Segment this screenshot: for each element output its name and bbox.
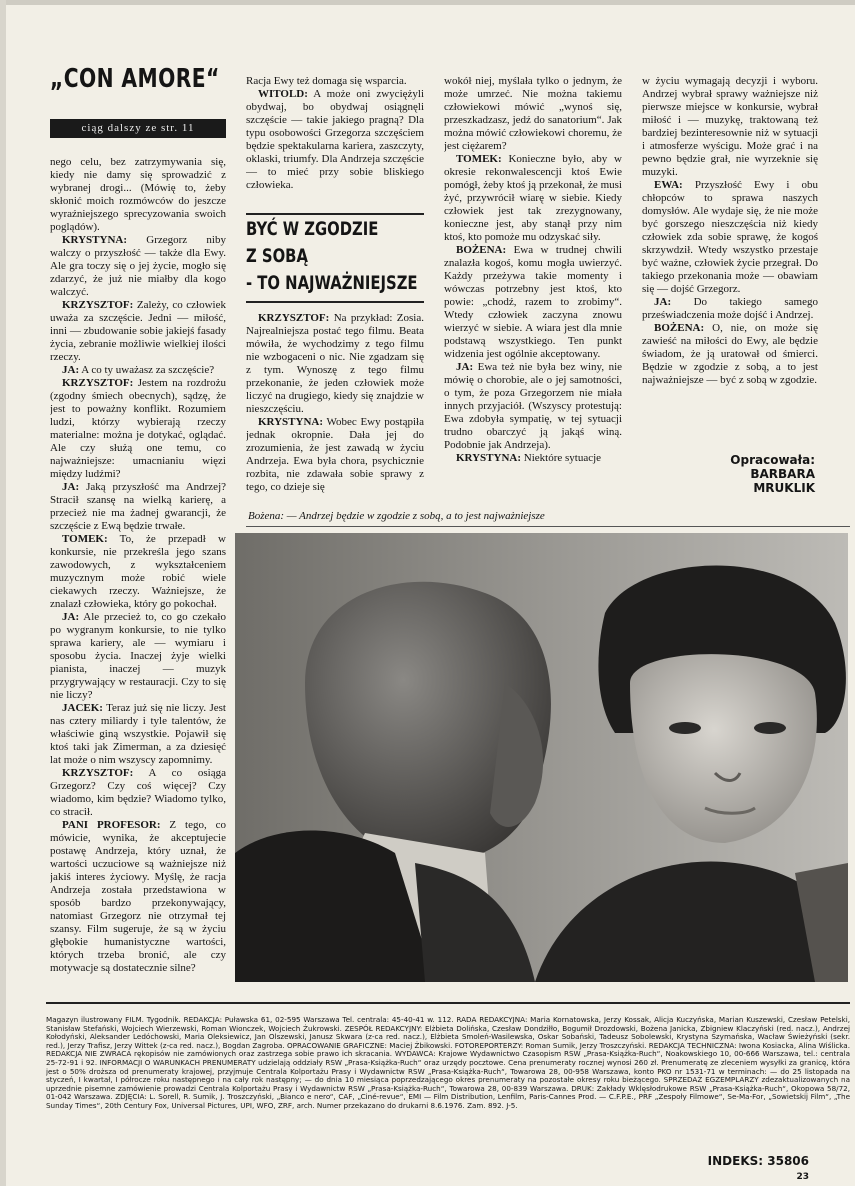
speaker-name: KRZYSZTOF: bbox=[62, 299, 134, 311]
speaker-name: JA: bbox=[456, 361, 474, 373]
text-column-3 bbox=[444, 75, 622, 502]
caption-rule bbox=[246, 526, 850, 527]
subhead bbox=[246, 216, 424, 297]
paragraph bbox=[642, 75, 818, 179]
paragraph-text: Jaką przyszłość ma Andrzej? Stracił szansę na wielką karierę, a przecież nie ma żadnej gwarancji, że szczęście z Ewą będzie trwałe. bbox=[50, 481, 226, 532]
paragraph bbox=[642, 322, 818, 387]
paragraph-text: A co osiąga Grzegorz? Czy coś więcej? Czy wiadomo, kim będzie? Wiadomo tylko, co stracił. bbox=[50, 767, 226, 818]
speaker-name: EWA: bbox=[654, 179, 683, 191]
article-title: „CON AMORE“ bbox=[50, 64, 220, 94]
speaker-name: JA: bbox=[62, 364, 80, 376]
paragraph bbox=[444, 244, 622, 361]
paragraph bbox=[50, 377, 226, 481]
footer-rule bbox=[46, 1002, 850, 1004]
paragraph bbox=[642, 296, 818, 322]
text-column-2-bottom bbox=[246, 312, 424, 502]
paragraph-text: Teraz już się nie liczy. Jest nas cztery miliardy i tyle talentów, że właściwie giną wszystkie. Pojawił się ktoś taki jak Zimerman, a za dziesięć lat może o nim wszyscy zapomnimy. bbox=[50, 702, 226, 766]
paragraph-text: Ale przecież to, co go czekało po wygranym konkursie, to nie tylko sprawa kariery, ale — wymiaru i sposobu życia. Inaczej żyje wielki pianista, inaczej — muzyk przygrywający w restauracji. Czy to się nie liczy? bbox=[50, 611, 226, 701]
paragraph-text: Niektóre sytuacje bbox=[523, 452, 602, 464]
paragraph bbox=[50, 234, 226, 299]
paragraph bbox=[444, 361, 622, 452]
speaker-name: JACEK: bbox=[62, 702, 103, 714]
speaker-name: KRYSTYNA: bbox=[62, 234, 128, 246]
paragraph bbox=[50, 156, 226, 234]
speaker-name: TOMEK: bbox=[456, 153, 502, 165]
page-number: 23 bbox=[796, 1172, 809, 1182]
credit-label: Opracowała: bbox=[730, 453, 815, 467]
paragraph bbox=[642, 179, 818, 296]
paragraph bbox=[50, 819, 226, 975]
paragraph bbox=[50, 481, 226, 533]
speaker-name: BOŻENA: bbox=[654, 322, 705, 334]
paragraph-text: Z tego, co mówicie, wynika, że akceptujecie postawę Andrzeja, który uznał, że wartości uczuciowe są ważniejsze niż jakiś interes życiowy. Myślę, że racja Andrzeja została przedstawiona w sposób bardzo przekonywający, natomiast Grzegorz nie otrzymał tej szansy. Film sugeruje, że są w życiu głębokie humanistyczne wartości, których trzeba bronić, ale czy motywacje są dostatecznie silne? bbox=[50, 819, 226, 974]
subhead-line-3: - TO NAJWAŻNIEJSZE bbox=[246, 272, 418, 294]
paragraph bbox=[444, 153, 622, 244]
index-number: INDEKS: 35806 bbox=[707, 1154, 809, 1168]
paragraph-text: To, że przepadł w konkursie, nie przekreśla jego szans zawodowych, z wykształceniem muzycznym może robić wiele ciekawych rzeczy. Ważniejsze, że znalazł człowieka, który go pokochał. bbox=[50, 533, 226, 610]
speaker-name: KRZYSZTOF: bbox=[258, 312, 330, 324]
paragraph bbox=[444, 452, 622, 465]
paragraph-text: Na przykład: Zosia. Najrealniejsza postać tego filmu. Beata mówiła, że wychodzimy z tego filmu nie wzbogaceni o nic. Nie zgadzam się z tym. Wynoszę z tego filmu przekonanie, że jeden człowiek może liczyć na drugiego, kiedy się znajdzie w nieszczęściu. bbox=[246, 312, 424, 415]
speaker-name: WITOLD: bbox=[258, 88, 308, 100]
paragraph-text: Ewa w trudnej chwili znalazła kogoś, komu mogła uwierzyć. Każdy przeżywa takie momenty i wówczas potrzebny jest ktoś, kto powie: „chodź, razem to zrobimy“. Wtedy człowiek zaczyna znowu wierzyć w siebie. A wiara jest dla mnie podstawą wszystkiego. Ten punkt widzenia jest ogólnie akceptowany. bbox=[444, 244, 622, 360]
subhead-rule-bottom bbox=[246, 301, 424, 303]
speaker-name: JA: bbox=[654, 296, 672, 308]
paragraph bbox=[50, 702, 226, 767]
text-column-4 bbox=[642, 75, 818, 450]
paragraph bbox=[246, 312, 424, 416]
paragraph-text: Wobec Ewy postąpiła jednak okropnie. Dała jej do zrozumienia, że jest zawadą w życiu Andrzeja. Ewa była chora, psychicznie rozbita, nie zdawała sobie sprawy z tego, co dzieje się bbox=[246, 416, 424, 493]
paragraph-text: A co ty uważasz za szczęście? bbox=[81, 364, 215, 376]
continuation-bar: ciąg dalszy ze str. 11 bbox=[50, 119, 226, 138]
paragraph bbox=[50, 767, 226, 819]
paragraph-text: Ewa też nie była bez winy, nie mówię o chorobie, ale o jej samotności, o tym, że poza Grzegorzem nie miała innych przyjaciół. (Wszyscy protestują: Ewa zdobyła sympatię, w tej sytuacji trudno obarczyć ją jakąś winą. Podobnie jak Andrzeja). bbox=[444, 361, 622, 451]
subhead-rule-top bbox=[246, 213, 424, 215]
credit-name-2: MRUKLIK bbox=[753, 481, 815, 495]
paragraph-text: wokół niej, myślała tylko o jednym, że może umrzeć. Nie można takiemu człowiekowi mówić „wynoś się, przeszkadzasz, jedź do sanatorium“. Jak można mówić człowiekowi choremu, że jest ciężarem? bbox=[444, 75, 622, 152]
paragraph-text: Grzegorz niby walczy o przyszłość — także dla Ewy. Ale gra toczy się o jej życie, mogło się zdarzyć, że już nie miałby dla kogo walczyć. bbox=[50, 234, 226, 298]
paragraph-text: w życiu wymagają decyzji i wyboru. Andrzej wybrał sprawy ważniejsze niż pierwsze miejsce w konkursie, wybrał miłość i — muzykę, traktowaną też bardziej bezinteresownie niż w sytuacji i atmosferze wyścigu. Może grać i na pewno będzie grał, nie wyrzeknie się muzyki. bbox=[642, 75, 818, 178]
photo-caption: Bożena: — Andrzej będzie w zgodzie z sobą, a to jest najważniejsze bbox=[248, 510, 545, 522]
paragraph bbox=[50, 299, 226, 364]
credit-name-1: BARBARA bbox=[750, 467, 815, 481]
speaker-name: KRZYSZTOF: bbox=[62, 377, 134, 389]
paragraph-text: Zależy, co człowiek uważa za szczęście. Jedni — miłość, inni — zbudowanie sobie jakiejś fasady życia, zebranie możliwie wielkiej ilości rzeczy. bbox=[50, 299, 226, 363]
author-credit bbox=[680, 453, 815, 495]
paragraph bbox=[50, 364, 226, 377]
speaker-name: JA: bbox=[62, 481, 80, 493]
paragraph bbox=[246, 75, 424, 88]
speaker-name: KRYSTYNA: bbox=[258, 416, 324, 428]
paragraph bbox=[50, 533, 226, 611]
paragraph-text: Jestem na rozdrożu (zgodny śmiech obecnych), sądzę, że jest to poważny konflikt. Rozumiem ludzi, którzy wybierają rzeczy materialne: można je dotykać, oglądać. Ale czy służą one temu, co najważniejsze: umacnianiu więzi między ludźmi? bbox=[50, 377, 226, 480]
subhead-line-1: BYĆ W ZGODZIE bbox=[246, 218, 379, 240]
paragraph-text: Do takiego samego przeświadczenia może dojść i Andrzej. bbox=[642, 296, 818, 321]
speaker-name: PANI PROFESOR: bbox=[62, 819, 161, 831]
subhead-line-2: Z SOBĄ bbox=[246, 245, 308, 267]
scan-edge-top bbox=[0, 0, 855, 5]
text-column-2-top bbox=[246, 75, 424, 210]
paragraph-text: Przyszłość Ewy i obu chłopców to sprawa naszych domysłów. Ale wydaje się, że nie może być gorszego nieszczęścia niż kiedy człowiek zda sobie sprawę, że kogoś skrzywdził. Wtedy wszystko przestaje być ważne, człowiek życie przegrał. Do takiego przekonania może — obawiam się — dojść Grzegorz. bbox=[642, 179, 818, 295]
paragraph-text: Racja Ewy też domaga się wsparcia. bbox=[246, 75, 407, 87]
paragraph-text: O, nie, on może się zawieść na miłości do Ewy, ale będzie świadom, że ją uratował od śmierci. Będzie w zgodzie z sobą, a to jest najważniejsze — być z sobą w zgodzie. bbox=[642, 322, 818, 386]
speaker-name: KRZYSZTOF: bbox=[62, 767, 134, 779]
publisher-imprint: Magazyn ilustrowany FILM. Tygodnik. REDAKCJA: Puławska 61, 02-595 Warszawa Tel. centrala: 45-40-41 w. 112. RADA REDAKCYJNA: Maria Kornatowska, Jerzy Kossak, Alicja Kuczyńska, Marian Kuszewski, Czesław Petelski, Stanisław Stefański, Wojciech Wierzewski, Roman Wionczek, Wojciech Żukrowski. ZESPÓŁ REDAKCYJNY: Elżbieta Dolińska, Czesław Dondziłło, Bogumił Drozdowski, Bożena Janicka, Zbigniew Klaczyński (red. nacz.), Andrzej Kołodyński, Aleksander Ledóchowski, Maria Oleksiewicz, Jan Olszewski, Janusz Skwara (z-ca red. nacz.), Elżbieta Smoleń-Wasilewska, Oskar Sobański, Tadeusz Sobolewski, Krystyna Szymańska, Wacław Świeżyński (sekr. red.), Jerzy Trafisz, Jerzy Wittek (z-ca red. nacz.), Bogdan Zagroba. OPRACOWANIE GRAFICZNE: Maciej Żbikowski. FOTOREPORTERZY: Roman Sumik, Jerzy Troszczyński. REDAKCJA TECHNICZNA: Iwona Kosiacka, Alina Wiślicka. REDAKCJA NIE ZWRACA rękopisów nie zamówionych oraz zastrzega sobie prawo ich skracania. WYDAWCA: Krajowe Wydawnictwo Czasopism RSW „Prasa-Książka-Ruch“, Noakowskiego 10, 00-666 Warszawa, tel.: centrala 25-72-91 i 92. INFORMACJI O WARUNKACH PRENUMERATY udzielają oddziały RSW „Prasa-Książka-Ruch“ oraz urzędy pocztowe. Cena prenumeraty rocznej wynosi 260 zł. Prenumeratę ze zleceniem wysyłki za granicę, która jest o 50% droższa od prenumeraty krajowej, przyjmuje Centrala Kolportażu Prasy i Wydawnictw RSW „Prasa-Książka-Ruch“, Towarowa 28, 00-958 Warszawa, konto PKO nr 1531-71 w terminach: — do 25 listopada na styczeń, I kwartał, I półrocze roku następnego i na cały rok następny; — do dnia 10 miesiąca poprzedzającego okres prenumeraty na pozostałe okresy roku bieżącego. SPRZEDAŻ EGZEMPLARZY zdezaktualizowanych na uprzednie pisemne zamówienie prowadzi Centrala Kolportażu Prasy i Wydawnictw RSW „Prasa-Książka-Ruch“, Towarowa 28, 00-839 Warszawa. DRUK: Zakłady Wklęsłodrukowe RSW „Prasa-Książka-Ruch“, Okopowa 58/72, 01-042 Warszawa. ZDJĘCIA: L. Sorell, R. Sumik, J. Troszczyński, „Bianco e nero“, CAF, „Ciné-revue“, EMI — Film Distribution, Lenfilm, Paris-Cannes Prod. — C.F.P.E., PRF „Zespoły Filmowe“, Se-Ma-For, „Sowietskij Film“, „The Sunday Times“, 20th Century Fox, Universal Pictures, UPI, WFO, ZRF, arch. Numer przekazano do drukarni 8.6.1976. Zam. 892. J-5. bbox=[46, 1016, 850, 1110]
speaker-name: BOŻENA: bbox=[456, 244, 507, 256]
paragraph-text: A może oni zwyciężyli obydwaj, bo obydwaj osiągnęli szczęście — takie jakiego pragną? Dla typu osobowości Grzegorza szczęściem będzie spektakularna kariera, zaszczyty, oklaski, triumfy. Dla Andrzeja szczęście — to mieć przy sobie bliskiego człowieka. bbox=[246, 88, 424, 191]
paragraph-text: nego celu, bez zatrzymywania się, kiedy nie damy się sprowadzić z wybranej drogi... (Mówię to, żeby skłonić moich rozmówców do jeszcze wyraźniejszego sprecyzowania swoich poglądów). bbox=[50, 156, 226, 233]
film-still-photo bbox=[235, 533, 848, 982]
scan-edge-left bbox=[0, 0, 6, 1186]
text-column-1 bbox=[50, 156, 226, 986]
paragraph bbox=[246, 88, 424, 192]
paragraph bbox=[444, 75, 622, 153]
paragraph-text: Konieczne było, aby w okresie rekonwalescencji ktoś Ewie pomógł, żeby ktoś ją przekonał, że musi żyć, przywrócił wiarę w siebie. Kiedy człowiek jest tak zrezygnowany, konieczne jest, aby stanął przy nim ktoś, kto pomoże mu odzyskać siły. bbox=[444, 153, 622, 243]
speaker-name: JA: bbox=[62, 611, 80, 623]
paragraph bbox=[50, 611, 226, 702]
speaker-name: KRYSTYNA: bbox=[456, 452, 522, 464]
speaker-name: TOMEK: bbox=[62, 533, 108, 545]
paragraph bbox=[246, 416, 424, 494]
